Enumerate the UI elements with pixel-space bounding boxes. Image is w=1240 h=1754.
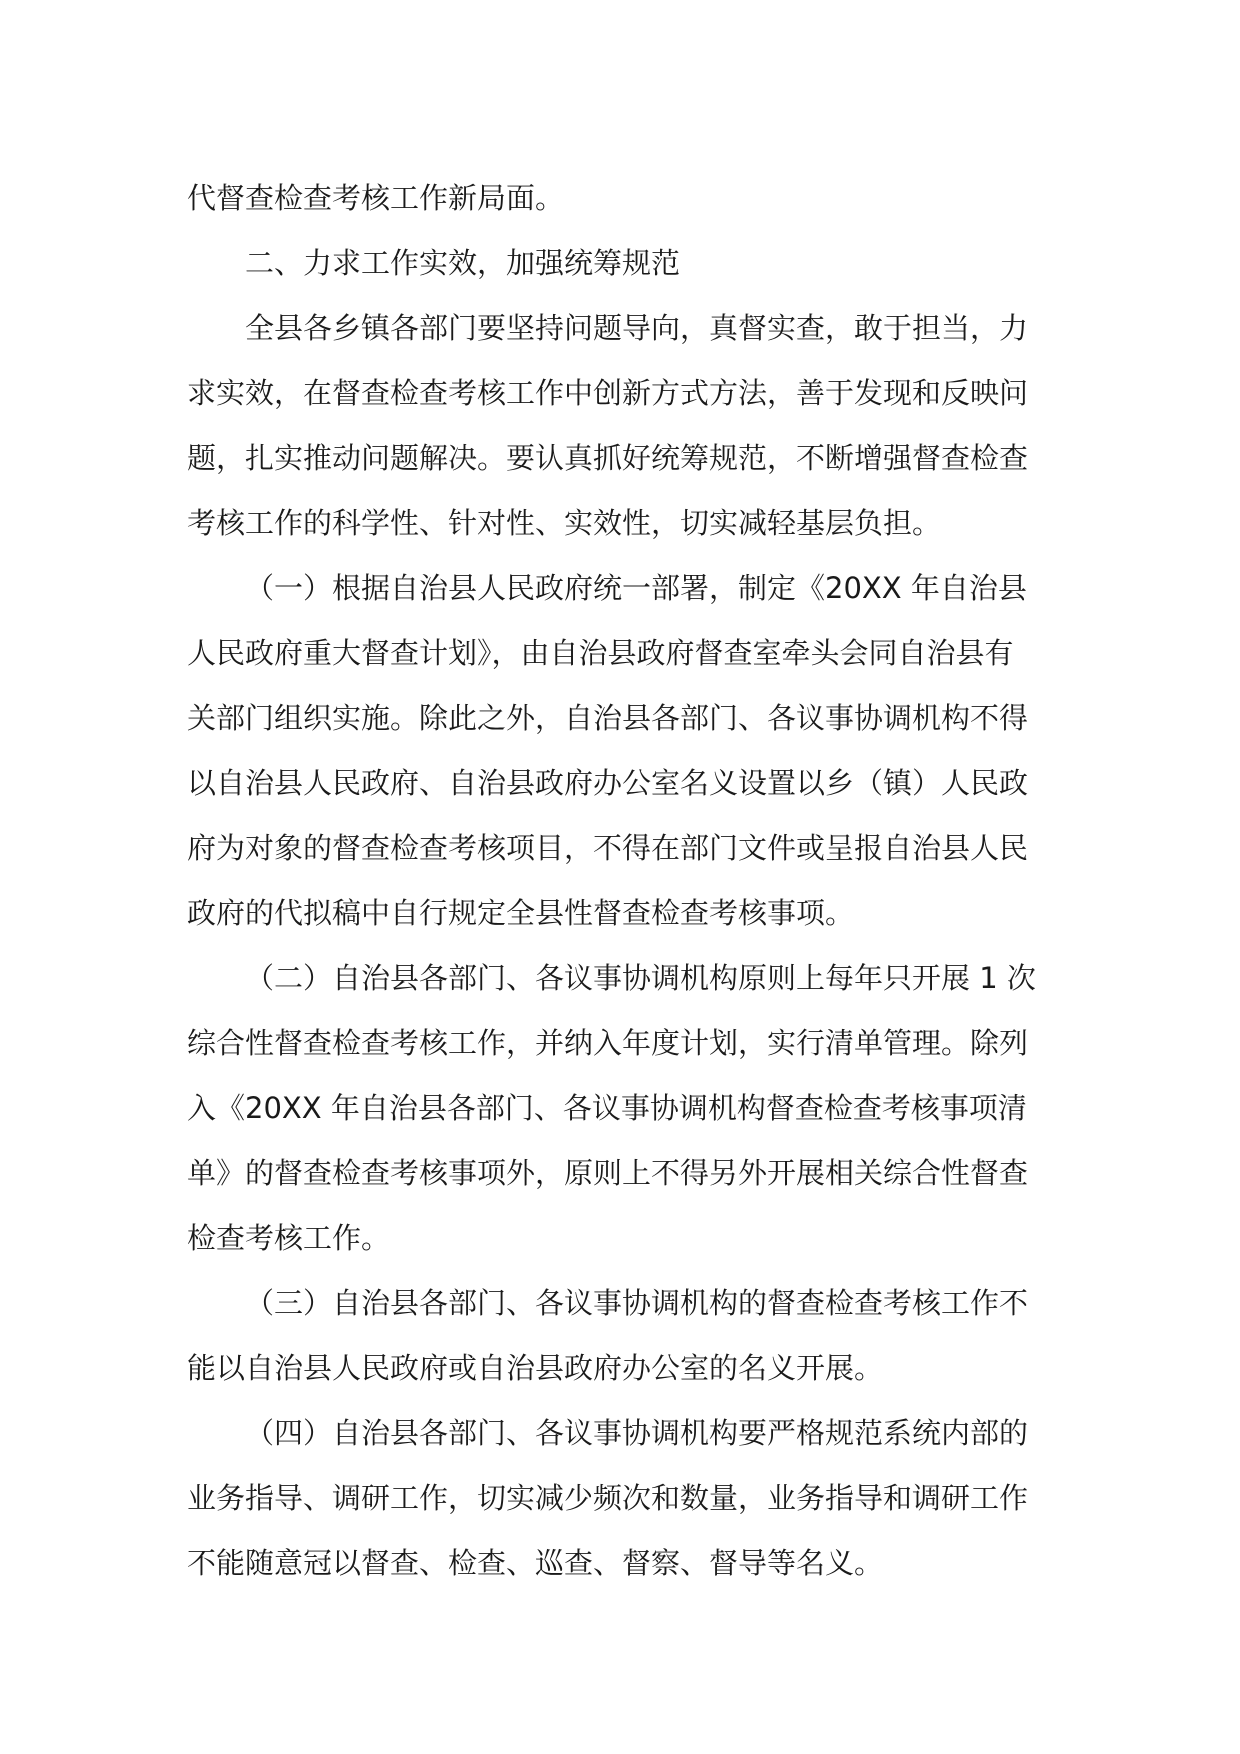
document-body (187, 166, 1057, 1596)
text-line: 关部门组织实施。除此之外，自治县各部门、各议事协调机构不得 (187, 701, 1029, 735)
text-line: 府为对象的督查检查考核项目，不得在部门文件或呈报自治县人民 (187, 831, 1029, 865)
text-line: 考核工作的科学性、针对性、实效性，切实减轻基层负担。 (187, 506, 942, 540)
text-line: 检查考核工作。 (187, 1221, 391, 1255)
text-line: 不能随意冠以督查、检查、巡查、督察、督导等名义。 (187, 1546, 884, 1580)
text-line: 题，扎实推动问题解决。要认真抓好统筹规范，不断增强督查检查 (187, 441, 1029, 475)
text-line: 政府的代拟稿中自行规定全县性督查检查考核事项。 (187, 896, 855, 930)
text-line: 能以自治县人民政府或自治县政府办公室的名义开展。 (187, 1351, 884, 1385)
text-line: 求实效，在督查检查考核工作中创新方式方法，善于发现和反映问 (187, 376, 1029, 410)
text-line: 代督查检查考核工作新局面。 (187, 181, 565, 215)
section-heading: 二、力求工作实效，加强统筹规范 (245, 246, 681, 280)
text-line: 单》的督查检查考核事项外，原则上不得另外开展相关综合性督查 (187, 1156, 1029, 1190)
text-line: 入《20XX 年自治县各部门、各议事协调机构督查检查考核事项清 (187, 1091, 1027, 1125)
text-line: 业务指导、调研工作，切实减少频次和数量，业务指导和调研工作 (187, 1481, 1029, 1515)
text-line: 以自治县人民政府、自治县政府办公室名义设置以乡（镇）人民政 (187, 766, 1029, 800)
text-line: （四）自治县各部门、各议事协调机构要严格规范系统内部的 (245, 1416, 1029, 1450)
text-line: （一）根据自治县人民政府统一部署，制定《20XX 年自治县 (245, 571, 1027, 605)
text-line: 人民政府重大督查计划》，由自治县政府督查室牵头会同自治县有 (187, 636, 1014, 670)
text-line: 全县各乡镇各部门要坚持问题导向，真督实查，敢于担当，力 (245, 311, 1029, 345)
text-line: （三）自治县各部门、各议事协调机构的督查检查考核工作不 (245, 1286, 1029, 1320)
text-line: （二）自治县各部门、各议事协调机构原则上每年只开展 1 次 (245, 961, 1036, 995)
text-line: 综合性督查检查考核工作，并纳入年度计划，实行清单管理。除列 (187, 1026, 1029, 1060)
